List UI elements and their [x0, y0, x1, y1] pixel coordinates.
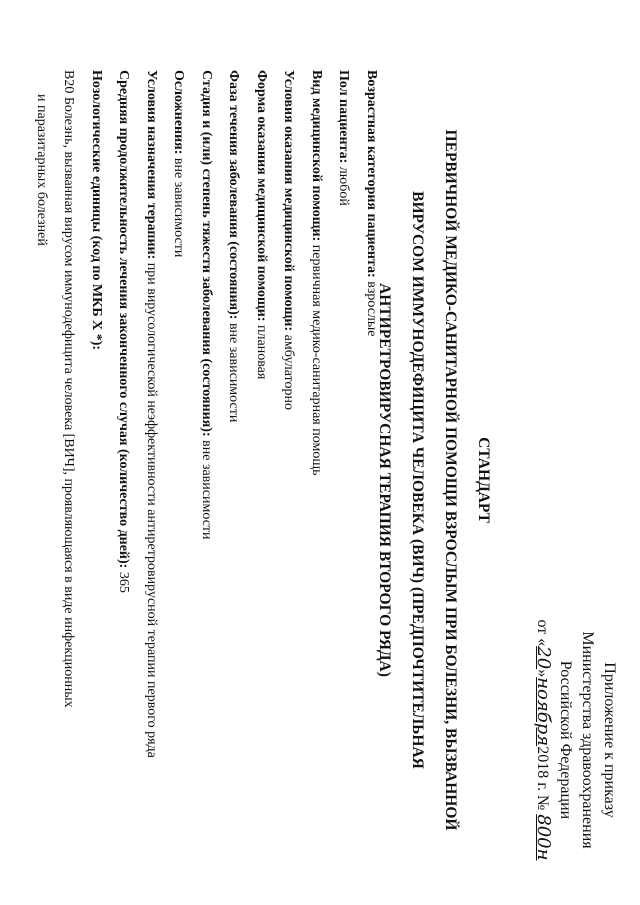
handwritten-order-number: 800н [533, 814, 554, 861]
date-mid: » [534, 669, 551, 678]
field-row [83, 70, 111, 860]
field-row [193, 70, 221, 860]
field-key: Форма оказания медицинской помощи: [254, 70, 269, 322]
field-key: Фаза течения заболевания (состояния): [226, 70, 242, 320]
title-line-3: ВИРУСОМ ИММУНОДЕФИЦИТА ЧЕЛОВЕКА (ВИЧ) (ПРЕДПОЧТИТЕЛЬНАЯ [409, 191, 426, 769]
date-prefix: от « [534, 619, 551, 647]
approval-date-line [531, 615, 554, 865]
field-key: Условия оказания медицинской помощи: [281, 70, 297, 332]
nosology-line-2: и паразитарных болезней [34, 94, 49, 246]
field-key: Осложнения: [171, 70, 187, 155]
document-body [28, 70, 386, 860]
field-key: Нозологические единицы (код по МКБ X *): [89, 70, 104, 351]
field-key: Стадия и (или) степень тяжести заболевания (состояния): [199, 70, 214, 437]
handwritten-day: 20 [533, 646, 554, 670]
approval-line-3: Российской Федерации [557, 660, 574, 820]
field-key: Вид медицинской помощи: [309, 70, 324, 242]
field-value: первичная медико-санитарная помощь [309, 241, 324, 476]
field-value: плановая [254, 321, 269, 380]
field-row [303, 70, 331, 860]
field-key: Средняя продолжительность лечения законченного случая (количество дней): [116, 70, 132, 569]
field-row [358, 70, 386, 860]
field-key: Пол пациента: [336, 70, 352, 164]
field-row [330, 70, 358, 860]
handwritten-month: ноября [533, 677, 554, 747]
field-value: вне зависимости [171, 154, 187, 258]
field-value: вне зависимости [226, 319, 242, 423]
approval-line-2: Министерства здравоохранения [579, 631, 596, 849]
field-key: Условия назначения терапии: [144, 70, 159, 260]
title-line-4: АНТИРЕТРОВИРУСНАЯ ТЕРАПИЯ ВТОРОГО РЯДА) [376, 283, 393, 677]
field-value: амбулаторно [281, 331, 297, 410]
field-row [275, 70, 303, 860]
document-title [368, 120, 500, 840]
title-line-2: ПЕРВИЧНОЙ МЕДИКО-САНИТАРНОЙ ПОМОЩИ ВЗРОСЛЫМ ПРИ БОЛЕЗНИ, ВЫЗВАННОЙ [442, 129, 459, 831]
field-row [138, 70, 166, 860]
approval-line-1: Приложение к приказу [601, 662, 618, 818]
field-row [248, 70, 276, 860]
approval-block [531, 615, 620, 865]
field-value: любой [336, 163, 352, 206]
field-row [220, 70, 248, 860]
field-key: Возрастная категория пациента: [364, 70, 379, 278]
nosology-line-1: B20 Болезнь, вызванная вирусом иммунодефицита человека [ВИЧ], проявляющаяся в виде инфекционных [61, 70, 77, 708]
year-text: 2018 г. № [534, 746, 551, 811]
field-value: вне зависимости [199, 436, 214, 540]
field-value: взрослые [364, 277, 379, 337]
field-value: при вирусологической неэффективности антиретровирусной терапии первого ряда [144, 259, 159, 758]
field-row [110, 70, 138, 860]
field-value: 365 [116, 568, 132, 593]
field-row [165, 70, 193, 860]
title-line-1: СТАНДАРТ [475, 437, 492, 523]
